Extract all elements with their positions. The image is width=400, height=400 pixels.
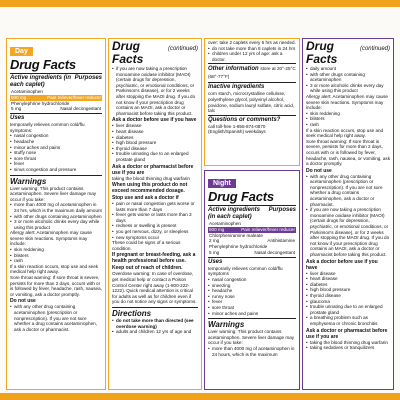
ingredient-name: Acetaminophen <box>209 221 241 226</box>
warnings-heading: Warnings <box>208 318 296 329</box>
top-stripe <box>0 0 400 7</box>
sore-throat-warning: Sore throat warning: If sore throat is severe, persists for more than 2 days, occurs with or is followed by fever, headache, rash, nausea, or vomiting, ask a doctor promptly. <box>10 275 102 297</box>
continued-label: (continued) <box>359 46 390 52</box>
night-title: Drug Facts <box>208 189 274 204</box>
uses-text: temporarily relieves common cold/flu symptoms <box>208 265 283 277</box>
ingredient-dose: 5 mg <box>209 249 220 255</box>
overdose-warning: Overdose warning: In case of overdose, get medical help or contact a Poison Control Center right away (1-800-222-1222). Quick medical attention is critical for adults as well as for children even if you do not notice any signs or symptoms. <box>112 271 197 305</box>
list-item: • rash <box>10 258 102 264</box>
list-item: • headache <box>10 139 102 145</box>
pregnancy-warning: If pregnant or breast-feeding, ask a health professional before use. <box>112 252 196 265</box>
ingredient-name: Chlorpheniramine maleate <box>209 232 263 238</box>
inactive-ingredients-text: corn starch, microcrystalline cellulose, polyethylene glycol, polyvinyl alcohol, povidone, sodium lauryl sulfate, citric acid, talc <box>208 91 295 114</box>
maoi-text: • if you are now taking a prescription monoamine oxidase inhibitor (MAOI) (certain drugs for depression, psychiatric, or emotional conditions, or Parkinson's disease), or for 2 weeks after stopping the MAOI drug. If you do not know if your prescription drug contains an MAOI, ask a doctor or pharmacist before taking this product. <box>112 66 198 116</box>
allergy-alert: Allergy alert: Acetaminophen may cause severe skin reactions. Symptoms may include: <box>10 230 92 247</box>
panel4-heading <box>306 40 390 66</box>
list-item: • pain or nasal congestion gets worse or lasts more than 7 days <box>112 201 198 212</box>
list-item: • 3 or more alcoholic drinks every day while using this product <box>10 219 102 230</box>
panel-day-continued <box>108 38 202 390</box>
questions-heading: Questions or comments? <box>208 115 296 124</box>
do-not-use-heading: Do not use <box>306 167 332 174</box>
list-item: • you get nervous, dizzy, or sleepless <box>112 229 198 235</box>
list-item: • a breathing problem such as emphysema or chronic bronchitis <box>306 315 390 326</box>
other-information-heading <box>208 63 296 81</box>
active-ingredients-label: Active ingredients (in each caplet) <box>10 75 72 88</box>
sore-throat-warning: Sore throat warning: If sore throat is severe, persists for more than 2 days, occurs with or is followed by fever, headache, rash, nausea, or vomiting, ask a doctor promptly. <box>306 138 391 167</box>
ingredient-dose-row <box>208 250 296 256</box>
list-item: • taking sedatives or tranquilizers <box>306 345 390 351</box>
list-item: • heart disease <box>112 129 198 135</box>
list-item: • fever gets worse or lasts more than 3 days <box>112 212 198 223</box>
panel2-title: Drug Facts <box>112 39 144 66</box>
list-item: • more than 4000 mg of acetaminophen in 24 hours, which is the maximum <box>208 346 296 357</box>
purposes-label: Purposes <box>74 75 102 81</box>
panel4-title: Drug Facts <box>306 39 338 66</box>
continued-label: (continued) <box>167 46 198 52</box>
list-item: • sneezing <box>208 283 296 289</box>
allergy-tail: If a skin reaction occurs, stop use and seek medical help right away. <box>306 127 384 139</box>
list-item: • if you are now taking a prescription monoamine oxidase inhibitor (MAOI) (certain drugs for depression, psychiatric, or emotional conditions, or Parkinson's disease), or for 2 weeks after stopping the MAOI drug. If you do not know if your prescription drug contains an MAOI, ask a doctor or pharmacist before taking this product. <box>306 207 390 257</box>
warnings-heading: Warnings <box>10 175 102 186</box>
ask-pharmacist-heading: Ask a doctor or pharmacist before use if you are <box>306 327 388 340</box>
stop-use-tail: These could be signs of a serious condition. <box>112 240 181 251</box>
liver-warning: Liver warning: This product contains acetaminophen. Severe liver damage may occur if you take: <box>10 185 97 202</box>
panel-day-drug-facts <box>6 38 106 390</box>
list-item: • trouble urinating due to an enlarged prostate gland <box>112 151 198 162</box>
ask-pharmacist-text: taking the blood thinning drug warfarin <box>112 175 190 181</box>
list-item: • sore throat <box>208 305 296 311</box>
directions-continued: over: take 2 caplets every 6 hrs as needed. <box>208 40 296 45</box>
list-item: • diabetes <box>306 282 390 288</box>
list-item: • children under 12 yrs of age: ask a doctor. <box>208 51 296 62</box>
active-ingredients-label: Active ingredients (in each caplet) <box>208 207 261 220</box>
list-item: • headache <box>208 288 296 294</box>
ingredient-name: Phenylephrine hydrochloride <box>11 100 70 106</box>
list-item: • with any other drug containing acetaminophen (prescription or nonprescription). If you are not sure whether a drug contains acetaminophen, ask a doctor or pharmacist. <box>306 174 390 208</box>
day-badge: Day <box>10 47 33 56</box>
active-ingredients-header <box>10 73 102 89</box>
liver-warning: Liver warning: This product contains acetaminophen. Severe liver damage may occur if you take: <box>208 329 295 346</box>
list-item: • 3 or more alcoholic drinks every day while using this product <box>306 83 390 94</box>
list-item: • with other drugs containing acetaminophen <box>10 214 102 220</box>
ask-pharmacist-heading: Ask a doctor or pharmacist before use if you are <box>112 163 194 176</box>
list-item: • nasal congestion <box>208 277 296 283</box>
list-item: • fever <box>208 299 296 305</box>
list-item: • high blood pressure <box>306 287 390 293</box>
ingredient-dose: 500 mg <box>11 94 27 100</box>
list-item: • nasal congestion <box>10 133 102 139</box>
list-item: • do not take more than directed (see overdose warning) <box>112 318 198 329</box>
list-item: • more than 4000 mg of acetaminophen in 24 hrs, which is the maximum daily amount <box>10 202 102 213</box>
ingredient-purpose: Nasal decongestant <box>254 249 295 255</box>
uses-heading: Uses <box>208 257 296 266</box>
ingredient-dose-row <box>10 106 102 112</box>
list-item: • skin reddening <box>306 111 390 117</box>
day-label-end <box>204 38 300 166</box>
panel-night-continued <box>302 38 394 390</box>
list-item: • diabetes <box>112 135 198 141</box>
ingredient-purpose: Pain reliever/fever reducer <box>47 94 101 100</box>
do-not-use-heading: Do not use <box>10 298 36 305</box>
list-item: • sore throat <box>10 156 102 162</box>
ingredient-name: Phenylephrine hydrochloride <box>209 244 268 250</box>
panel1-title: Drug Facts <box>10 57 76 72</box>
list-item: • minor aches and pains <box>10 145 102 151</box>
list-item: • daily amount <box>306 66 390 72</box>
other-information-text: store at 20°-25°C (68°-77°F) <box>208 66 296 80</box>
list-item: • stuffy nose <box>10 150 102 156</box>
uses-text: temporarily relieves common cold/flu symptoms: <box>10 122 85 133</box>
ingredient-dose: 5 mg <box>11 106 22 112</box>
ingredient-dose: 500 mg <box>209 226 225 232</box>
list-item: • redness or swelling is present <box>112 223 198 229</box>
other-information-title: Other information <box>208 66 259 73</box>
panel-day-end-night-start <box>204 38 300 390</box>
ingredient-name: Acetaminophen <box>11 89 43 94</box>
list-item: • blisters <box>10 253 102 259</box>
night-drug-facts <box>204 170 300 390</box>
stop-use-heading: Stop use and ask a doctor if <box>112 195 179 202</box>
list-item: • adults and children 12 yrs of age and <box>112 329 198 335</box>
list-item: • blisters <box>306 116 390 122</box>
list-item: • high blood pressure <box>112 140 198 146</box>
ingredient-purpose: Antihistamine <box>267 238 295 244</box>
active-ingredients-header <box>208 205 296 221</box>
ingredient-purpose: Nasal decongestant <box>60 106 101 112</box>
ask-doctor-heading: Ask a doctor before use if you have <box>306 258 378 271</box>
uses-list <box>10 133 102 172</box>
allergy-tail: If a skin reaction occurs, stop use and seek medical help right away. <box>10 263 99 275</box>
list-item: • with other drugs containing acetaminophen <box>306 72 390 83</box>
when-using-heading: When using this product do not exceed recommended dosage. <box>112 182 188 195</box>
questions-text: call toll-free 1-855-874-0870 (English/Spanish) weekdays <box>208 123 266 135</box>
list-item: • thyroid disease <box>306 293 390 299</box>
list-item: • do not take more than 8 caplets in 24 hrs <box>208 46 296 52</box>
allergy-alert: Allergy alert: Acetaminophen may cause severe skin reactions. Symptoms may include: <box>306 93 388 111</box>
bottom-stripe <box>0 393 400 400</box>
list-item: • fever <box>10 161 102 167</box>
list-item: • trouble urinating due to an enlarged prostate gland <box>306 304 390 315</box>
purposes-label: Purposes <box>268 207 296 213</box>
list-item: • taking the blood thinning drug warfarin <box>306 340 390 346</box>
ingredient-dose: 2 mg <box>209 238 220 244</box>
list-item: • liver disease <box>112 123 198 129</box>
list-item: • sinus congestion and pressure <box>10 167 102 173</box>
list-item: • with any other drug containing acetaminophen (prescription or nonprescription). If you are not sure whether a drug contains acetaminophen, ask a doctor or pharmacist. <box>10 304 102 332</box>
inactive-ingredients-heading: Inactive ingredients <box>208 82 296 91</box>
ask-doctor-heading: Ask a doctor before use if you have <box>112 117 197 124</box>
list-item: • glaucoma <box>306 299 390 305</box>
night-badge: Night <box>208 179 236 188</box>
list-item: • rash <box>306 122 390 128</box>
list-item: • new symptoms occur <box>112 235 198 241</box>
keep-out-of-reach: Keep out of reach of children. <box>112 265 183 272</box>
list-item: • liver disease <box>306 271 390 277</box>
list-item: • minor aches and pains <box>208 311 296 317</box>
list-item: • heart disease <box>306 276 390 282</box>
list-item: • runny nose <box>208 294 296 300</box>
directions-heading: Directions <box>112 307 198 318</box>
ingredient-purpose: Pain reliever/fever reducer <box>241 226 295 232</box>
uses-heading: Uses <box>10 113 102 122</box>
panel2-heading <box>112 40 198 66</box>
list-item: • thyroid disease <box>112 146 198 152</box>
list-item: • skin reddening <box>10 247 102 253</box>
